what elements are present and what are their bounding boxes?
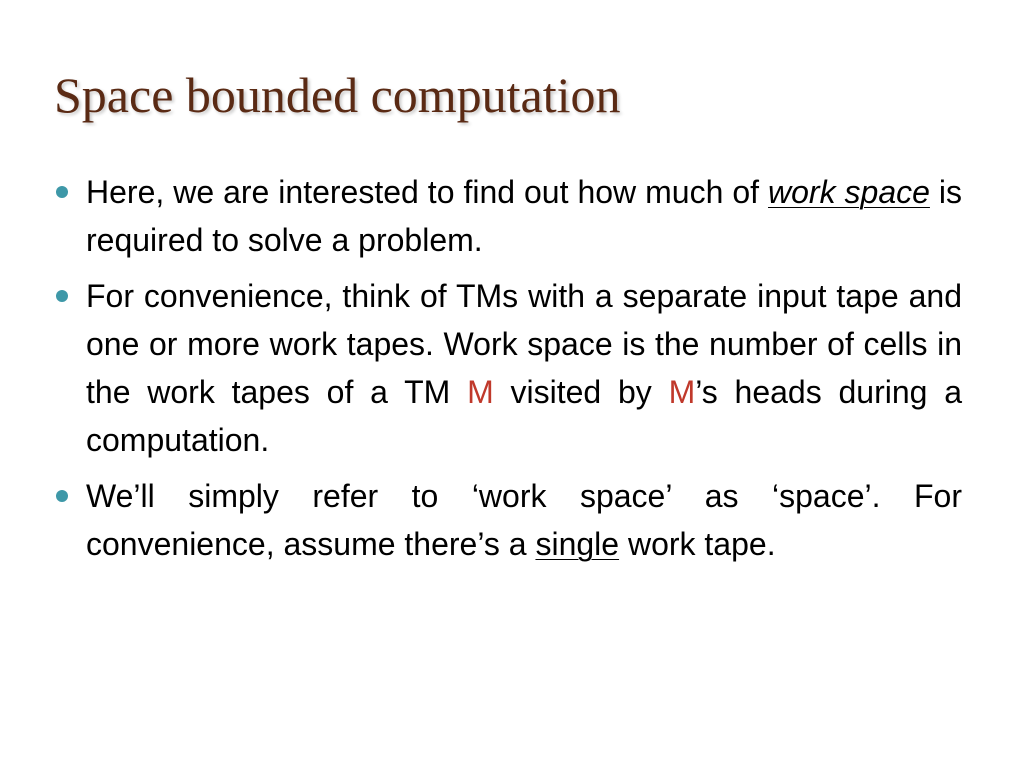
emphasized-term: work space (768, 174, 930, 210)
bullet-text-run: For convenience, think of TMs with a separate input tape and one or more work tapes. Work space is the number of cells in the work tapes of a TM (86, 278, 962, 410)
slide-title: Space bounded computation (54, 67, 621, 123)
highlighted-symbol: M (668, 374, 696, 410)
bullet-text-run: work tape. (619, 526, 776, 562)
bullet-text-run: is required to solve a problem. (86, 174, 963, 258)
bullet-text (86, 472, 962, 568)
bullet-text (86, 168, 962, 264)
underlined-term: single (535, 526, 620, 562)
bullet-list (86, 168, 962, 576)
bullet-text-run: We’ll simply refer to ‘work space’ as ‘space’. For convenience, assume there’s a (86, 478, 962, 562)
bullet-text-run: Here, we are interested to find out how much of (86, 174, 769, 210)
bullet-text-run: visited by (493, 374, 669, 410)
bullet-item (86, 168, 962, 264)
bullet-dot-icon (56, 290, 68, 302)
bullet-text-run: ’s heads during a computation. (86, 374, 963, 458)
highlighted-symbol: M (467, 374, 494, 410)
bullet-item (86, 272, 962, 464)
bullet-dot-icon (56, 490, 68, 502)
bullet-dot-icon (56, 186, 68, 198)
bullet-text (86, 272, 962, 464)
bullet-item (86, 472, 962, 568)
